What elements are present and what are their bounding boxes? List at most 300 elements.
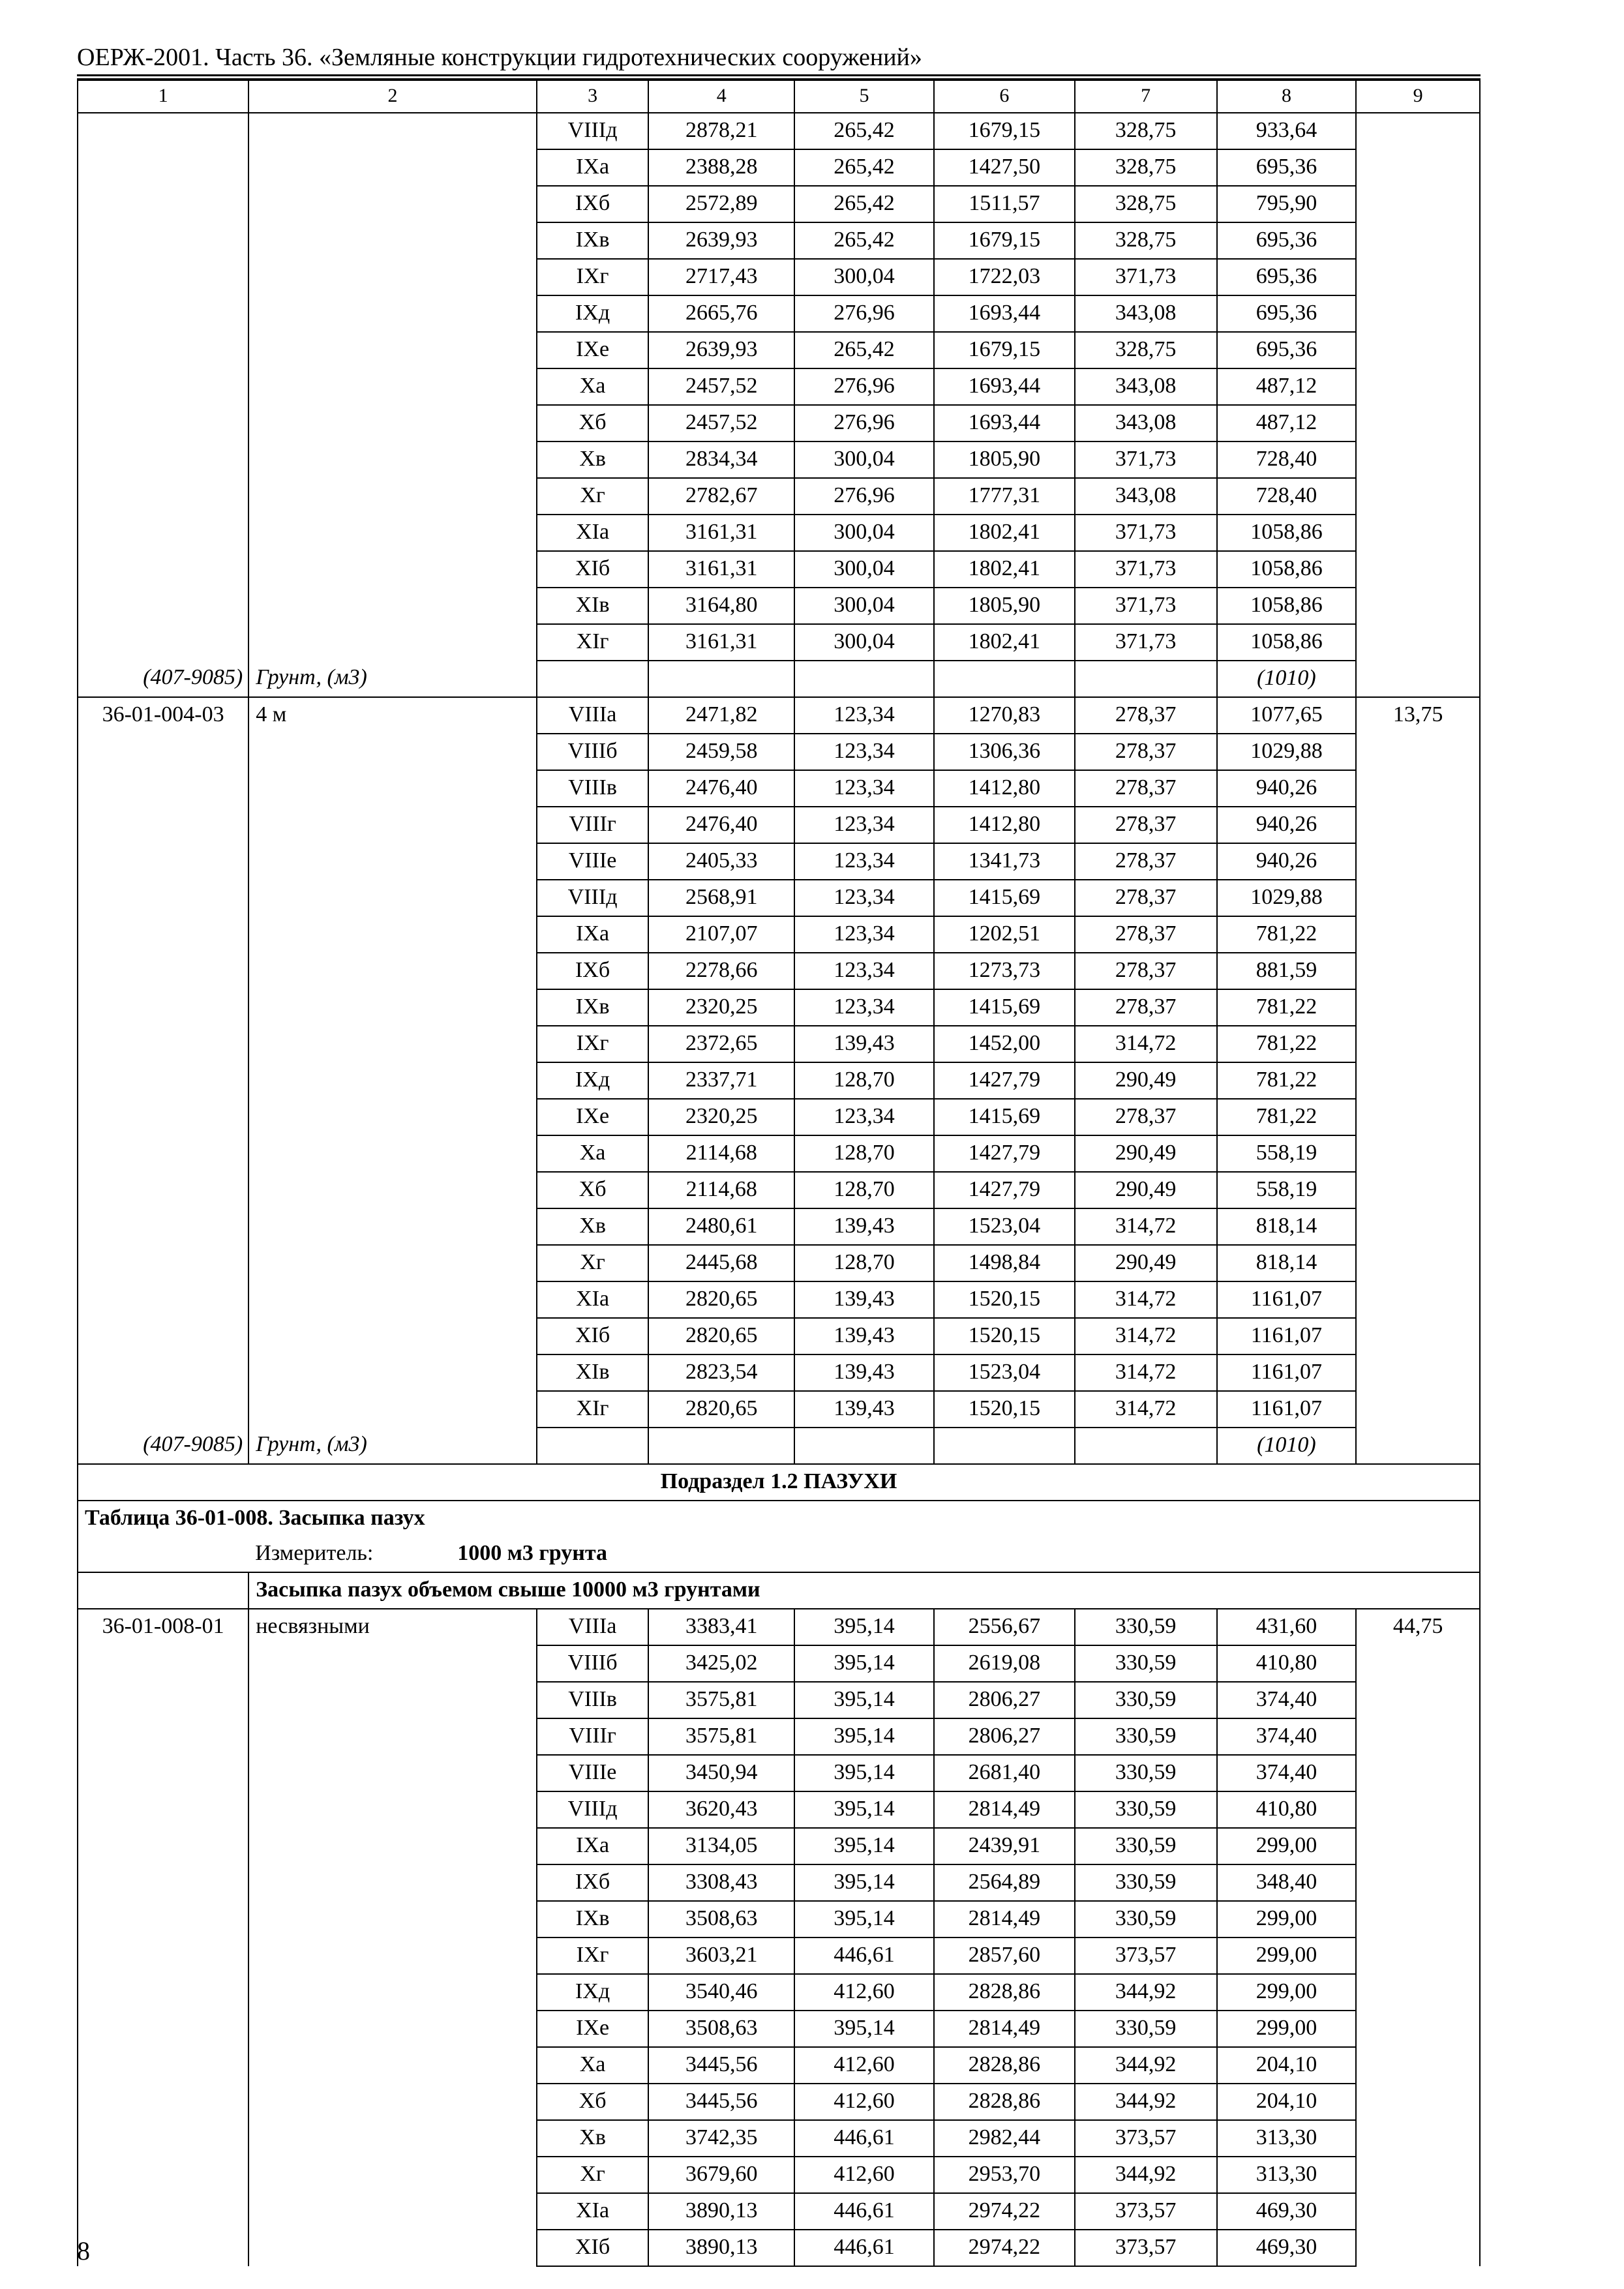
value-cell: 328,75 bbox=[1075, 186, 1217, 222]
table-row bbox=[78, 1718, 1480, 1755]
empty-cell bbox=[248, 1135, 537, 1172]
resource-code: (407-9085) bbox=[78, 661, 248, 697]
value-cell: 1523,04 bbox=[934, 1354, 1075, 1391]
value-cell: 2107,07 bbox=[648, 916, 794, 953]
value-cell: 2828,86 bbox=[934, 2047, 1075, 2084]
table-row bbox=[78, 1645, 1480, 1682]
empty-cell bbox=[1356, 1791, 1480, 1828]
value-cell: 1802,41 bbox=[934, 515, 1075, 551]
value-cell: 2476,40 bbox=[648, 770, 794, 807]
region-cell: Xа bbox=[537, 1135, 648, 1172]
value-cell: 204,10 bbox=[1217, 2047, 1357, 2084]
table-row bbox=[78, 2157, 1480, 2193]
empty-cell bbox=[1356, 1645, 1480, 1682]
value-cell: 728,40 bbox=[1217, 441, 1357, 478]
empty-cell bbox=[78, 734, 248, 770]
empty-cell bbox=[248, 1026, 537, 1062]
value-cell: 1161,07 bbox=[1217, 1281, 1357, 1318]
value-cell: 412,60 bbox=[794, 1974, 934, 2011]
value-cell: 290,49 bbox=[1075, 1172, 1217, 1208]
value-cell: 2572,89 bbox=[648, 186, 794, 222]
value-cell: 2388,28 bbox=[648, 149, 794, 186]
region-cell: VIIIв bbox=[537, 1682, 648, 1718]
empty-cell bbox=[1356, 1755, 1480, 1791]
value-cell: 2782,67 bbox=[648, 478, 794, 515]
empty-cell bbox=[78, 880, 248, 916]
region-cell: VIIIе bbox=[537, 1755, 648, 1791]
value-cell: 313,30 bbox=[1217, 2157, 1357, 2193]
value-cell: 412,60 bbox=[794, 2157, 934, 2193]
empty-cell bbox=[1356, 368, 1480, 405]
empty-cell bbox=[248, 2011, 537, 2047]
column-number: 7 bbox=[1075, 80, 1217, 113]
value-cell: 2681,40 bbox=[934, 1755, 1075, 1791]
region-cell: XIв bbox=[537, 588, 648, 624]
price-table bbox=[77, 80, 1481, 2267]
table-row bbox=[78, 1354, 1480, 1391]
value-cell: 1058,86 bbox=[1217, 515, 1357, 551]
value-cell: 2471,82 bbox=[648, 697, 794, 734]
value-cell: 1693,44 bbox=[934, 295, 1075, 332]
value-cell: 2459,58 bbox=[648, 734, 794, 770]
value-cell: 290,49 bbox=[1075, 1135, 1217, 1172]
region-cell: VIIIа bbox=[537, 697, 648, 734]
table-row bbox=[78, 1682, 1480, 1718]
empty-cell bbox=[78, 149, 248, 186]
value-cell: 2974,22 bbox=[934, 2193, 1075, 2230]
empty-cell bbox=[248, 843, 537, 880]
empty-cell bbox=[1356, 661, 1480, 697]
column-number: 1 bbox=[78, 80, 248, 113]
value-cell: 728,40 bbox=[1217, 478, 1357, 515]
table-title: Таблица 36-01-008. Засыпка пазух bbox=[78, 1501, 1480, 1536]
empty-cell bbox=[1356, 405, 1480, 441]
empty-cell bbox=[78, 186, 248, 222]
table-row bbox=[78, 770, 1480, 807]
value-cell: 299,00 bbox=[1217, 1828, 1357, 1864]
empty-cell bbox=[248, 1208, 537, 1245]
resource-qty: (1010) bbox=[1217, 1428, 1357, 1464]
value-cell: 2439,91 bbox=[934, 1828, 1075, 1864]
value-cell: 290,49 bbox=[1075, 1245, 1217, 1281]
empty-cell bbox=[248, 2157, 537, 2193]
empty-cell bbox=[78, 1099, 248, 1135]
value-cell: 412,60 bbox=[794, 2084, 934, 2120]
value-cell: 3575,81 bbox=[648, 1682, 794, 1718]
empty-cell bbox=[248, 624, 537, 661]
value-cell: 299,00 bbox=[1217, 1937, 1357, 1974]
empty-cell bbox=[248, 113, 537, 149]
value-cell: 373,57 bbox=[1075, 1937, 1217, 1974]
empty-cell bbox=[1356, 1391, 1480, 1428]
table-row bbox=[78, 807, 1480, 843]
table-row bbox=[78, 113, 1480, 149]
value-cell: 2619,08 bbox=[934, 1645, 1075, 1682]
region-cell: XIа bbox=[537, 515, 648, 551]
value-cell: 3161,31 bbox=[648, 551, 794, 588]
empty-cell bbox=[78, 1281, 248, 1318]
region-cell: VIIIг bbox=[537, 1718, 648, 1755]
region-cell: Xг bbox=[537, 1245, 648, 1281]
value-cell: 278,37 bbox=[1075, 953, 1217, 989]
value-cell: 299,00 bbox=[1217, 1901, 1357, 1937]
rate-code: 36-01-008-01 bbox=[78, 1609, 248, 1645]
empty-cell bbox=[248, 1062, 537, 1099]
region-cell: IXа bbox=[537, 1828, 648, 1864]
empty-cell bbox=[1356, 1828, 1480, 1864]
value-cell: 313,30 bbox=[1217, 2120, 1357, 2157]
table-row bbox=[78, 1281, 1480, 1318]
region-cell: Xа bbox=[537, 2047, 648, 2084]
empty-cell bbox=[248, 515, 537, 551]
value-cell: 3425,02 bbox=[648, 1645, 794, 1682]
value-cell: 2639,93 bbox=[648, 222, 794, 259]
empty-cell bbox=[78, 953, 248, 989]
empty-cell bbox=[1356, 1901, 1480, 1937]
empty-cell bbox=[78, 1354, 248, 1391]
value-cell: 1202,51 bbox=[934, 916, 1075, 953]
value-cell: 328,75 bbox=[1075, 149, 1217, 186]
empty-cell bbox=[78, 2120, 248, 2157]
value-cell: 1412,80 bbox=[934, 807, 1075, 843]
resource-name: Грунт, (м3) bbox=[248, 661, 537, 697]
table-row bbox=[78, 1828, 1480, 1864]
empty-cell bbox=[1356, 295, 1480, 332]
region-cell: Xа bbox=[537, 368, 648, 405]
empty-cell bbox=[78, 1791, 248, 1828]
empty-cell bbox=[1075, 661, 1217, 697]
value-cell: 2823,54 bbox=[648, 1354, 794, 1391]
value-cell: 371,73 bbox=[1075, 551, 1217, 588]
resource-code: (407-9085) bbox=[78, 1428, 248, 1464]
value-cell: 1523,04 bbox=[934, 1208, 1075, 1245]
empty-cell bbox=[248, 770, 537, 807]
table-row bbox=[78, 259, 1480, 295]
empty-cell bbox=[248, 1391, 537, 1428]
value-cell: 1511,57 bbox=[934, 186, 1075, 222]
value-cell: 373,57 bbox=[1075, 2230, 1217, 2266]
empty-cell bbox=[1356, 1099, 1480, 1135]
value-cell: 276,96 bbox=[794, 368, 934, 405]
region-cell: Xб bbox=[537, 405, 648, 441]
empty-cell bbox=[78, 624, 248, 661]
empty-cell bbox=[1356, 770, 1480, 807]
value-cell: 128,70 bbox=[794, 1172, 934, 1208]
value-cell: 3620,43 bbox=[648, 1791, 794, 1828]
empty-cell bbox=[1356, 441, 1480, 478]
value-cell: 371,73 bbox=[1075, 441, 1217, 478]
region-cell: VIIIб bbox=[537, 1645, 648, 1682]
empty-cell bbox=[934, 1428, 1075, 1464]
value-cell: 2457,52 bbox=[648, 368, 794, 405]
value-cell: 374,40 bbox=[1217, 1718, 1357, 1755]
empty-cell bbox=[78, 1864, 248, 1901]
empty-cell bbox=[1356, 843, 1480, 880]
header-rule bbox=[77, 74, 1481, 76]
empty-cell bbox=[78, 515, 248, 551]
value-cell: 371,73 bbox=[1075, 259, 1217, 295]
value-cell: 395,14 bbox=[794, 1718, 934, 1755]
value-cell: 328,75 bbox=[1075, 113, 1217, 149]
empty-cell bbox=[1356, 2084, 1480, 2120]
table-row bbox=[78, 1062, 1480, 1099]
empty-cell bbox=[78, 332, 248, 368]
empty-cell bbox=[78, 1208, 248, 1245]
region-cell: VIIIе bbox=[537, 843, 648, 880]
region-cell: IXг bbox=[537, 259, 648, 295]
empty-cell bbox=[648, 661, 794, 697]
value-cell: 2457,52 bbox=[648, 405, 794, 441]
region-cell: IXд bbox=[537, 295, 648, 332]
table-row bbox=[78, 441, 1480, 478]
empty-cell bbox=[78, 551, 248, 588]
value-cell: 123,34 bbox=[794, 843, 934, 880]
value-cell: 2320,25 bbox=[648, 1099, 794, 1135]
empty-cell bbox=[78, 1828, 248, 1864]
value-cell: 373,57 bbox=[1075, 2120, 1217, 2157]
region-cell: XIв bbox=[537, 1354, 648, 1391]
value-cell: 300,04 bbox=[794, 515, 934, 551]
value-cell: 395,14 bbox=[794, 1682, 934, 1718]
page-header: ОЕРЖ-2001. Часть 36. «Земляные конструкции гидротехнических сооружений» bbox=[77, 44, 922, 71]
value-cell: 1722,03 bbox=[934, 259, 1075, 295]
value-cell: 695,36 bbox=[1217, 295, 1357, 332]
empty-cell bbox=[1356, 1937, 1480, 1974]
table-row bbox=[78, 405, 1480, 441]
empty-cell bbox=[78, 1572, 248, 1609]
empty-cell bbox=[1356, 478, 1480, 515]
empty-cell bbox=[1356, 186, 1480, 222]
region-cell: VIIIд bbox=[537, 113, 648, 149]
empty-cell bbox=[248, 332, 537, 368]
table-row bbox=[78, 989, 1480, 1026]
value-cell: 314,72 bbox=[1075, 1391, 1217, 1428]
table-row bbox=[78, 222, 1480, 259]
empty-cell bbox=[248, 588, 537, 624]
value-cell: 343,08 bbox=[1075, 478, 1217, 515]
empty-cell bbox=[1356, 989, 1480, 1026]
region-cell: IXв bbox=[537, 222, 648, 259]
region-cell: IXд bbox=[537, 1974, 648, 2011]
empty-cell bbox=[1356, 2193, 1480, 2230]
value-cell: 2806,27 bbox=[934, 1682, 1075, 1718]
empty-cell bbox=[248, 916, 537, 953]
table-row bbox=[78, 149, 1480, 186]
empty-cell bbox=[1356, 2230, 1480, 2266]
value-cell: 940,26 bbox=[1217, 807, 1357, 843]
empty-cell bbox=[78, 1391, 248, 1428]
value-cell: 371,73 bbox=[1075, 624, 1217, 661]
empty-cell bbox=[78, 843, 248, 880]
value-cell: 1693,44 bbox=[934, 405, 1075, 441]
value-cell: 1029,88 bbox=[1217, 734, 1357, 770]
value-cell: 343,08 bbox=[1075, 405, 1217, 441]
empty-cell bbox=[1356, 1172, 1480, 1208]
column-number: 2 bbox=[248, 80, 537, 113]
empty-cell bbox=[1356, 916, 1480, 953]
value-cell: 123,34 bbox=[794, 989, 934, 1026]
value-cell: 469,30 bbox=[1217, 2193, 1357, 2230]
value-cell: 395,14 bbox=[794, 1791, 934, 1828]
empty-cell bbox=[1356, 2120, 1480, 2157]
value-cell: 3890,13 bbox=[648, 2230, 794, 2266]
group-title: Засыпка пазух объемом свыше 10000 м3 грунтами bbox=[248, 1572, 1480, 1609]
empty-cell bbox=[78, 1026, 248, 1062]
column-number: 3 bbox=[537, 80, 648, 113]
value-cell: 139,43 bbox=[794, 1026, 934, 1062]
value-cell: 2564,89 bbox=[934, 1864, 1075, 1901]
value-cell: 2278,66 bbox=[648, 953, 794, 989]
value-cell: 818,14 bbox=[1217, 1245, 1357, 1281]
value-cell: 330,59 bbox=[1075, 2011, 1217, 2047]
empty-cell bbox=[794, 661, 934, 697]
value-cell: 487,12 bbox=[1217, 405, 1357, 441]
region-cell: IXа bbox=[537, 149, 648, 186]
region-cell: IXе bbox=[537, 2011, 648, 2047]
value-cell: 330,59 bbox=[1075, 1755, 1217, 1791]
table-row bbox=[78, 624, 1480, 661]
value-cell: 1161,07 bbox=[1217, 1318, 1357, 1354]
value-cell: 3603,21 bbox=[648, 1937, 794, 1974]
empty-cell bbox=[1356, 1062, 1480, 1099]
table-row bbox=[78, 1208, 1480, 1245]
value-cell: 374,40 bbox=[1217, 1682, 1357, 1718]
empty-cell bbox=[1356, 2157, 1480, 2193]
value-cell: 1415,69 bbox=[934, 880, 1075, 916]
region-cell: Xв bbox=[537, 1208, 648, 1245]
empty-cell bbox=[248, 1354, 537, 1391]
value-cell: 933,64 bbox=[1217, 113, 1357, 149]
table-row bbox=[78, 478, 1480, 515]
value-cell: 2114,68 bbox=[648, 1172, 794, 1208]
value-cell: 2974,22 bbox=[934, 2230, 1075, 2266]
value-cell: 139,43 bbox=[794, 1354, 934, 1391]
subsection-title: Подраздел 1.2 ПАЗУХИ bbox=[78, 1464, 1480, 1501]
value-cell: 1427,79 bbox=[934, 1062, 1075, 1099]
table-row bbox=[78, 1172, 1480, 1208]
region-cell: XIб bbox=[537, 1318, 648, 1354]
value-cell: 278,37 bbox=[1075, 989, 1217, 1026]
value-cell: 2320,25 bbox=[648, 989, 794, 1026]
value-cell: 1427,79 bbox=[934, 1172, 1075, 1208]
empty-cell bbox=[248, 807, 537, 843]
empty-cell bbox=[248, 222, 537, 259]
empty-cell bbox=[78, 1172, 248, 1208]
region-cell: IXб bbox=[537, 186, 648, 222]
table-row bbox=[78, 1755, 1480, 1791]
value-cell: 1029,88 bbox=[1217, 880, 1357, 916]
value-cell: 299,00 bbox=[1217, 1974, 1357, 2011]
value-cell: 395,14 bbox=[794, 1645, 934, 1682]
value-cell: 3890,13 bbox=[648, 2193, 794, 2230]
value-cell: 265,42 bbox=[794, 186, 934, 222]
value-cell: 348,40 bbox=[1217, 1864, 1357, 1901]
table-row bbox=[78, 1864, 1480, 1901]
value-cell: 278,37 bbox=[1075, 734, 1217, 770]
value-cell: 278,37 bbox=[1075, 843, 1217, 880]
value-cell: 139,43 bbox=[794, 1391, 934, 1428]
column-number: 6 bbox=[934, 80, 1075, 113]
empty-cell bbox=[78, 1245, 248, 1281]
value-cell: 276,96 bbox=[794, 405, 934, 441]
region-cell: IXб bbox=[537, 953, 648, 989]
value-cell: 1693,44 bbox=[934, 368, 1075, 405]
region-cell: Xв bbox=[537, 441, 648, 478]
value-cell: 314,72 bbox=[1075, 1318, 1217, 1354]
region-cell: IXг bbox=[537, 1026, 648, 1062]
value-cell: 1802,41 bbox=[934, 551, 1075, 588]
region-cell: Xг bbox=[537, 2157, 648, 2193]
region-cell: Xб bbox=[537, 1172, 648, 1208]
empty-cell bbox=[78, 1718, 248, 1755]
empty-cell bbox=[1356, 1281, 1480, 1318]
value-cell: 2814,49 bbox=[934, 1901, 1075, 1937]
region-cell: XIа bbox=[537, 1281, 648, 1318]
value-cell: 2372,65 bbox=[648, 1026, 794, 1062]
empty-cell bbox=[537, 1428, 648, 1464]
table-row bbox=[78, 697, 1480, 734]
value-cell: 276,96 bbox=[794, 295, 934, 332]
value-cell: 2114,68 bbox=[648, 1135, 794, 1172]
value-cell: 139,43 bbox=[794, 1281, 934, 1318]
value-cell: 3445,56 bbox=[648, 2047, 794, 2084]
empty-cell bbox=[78, 1974, 248, 2011]
value-cell: 1805,90 bbox=[934, 588, 1075, 624]
resource-row bbox=[78, 661, 1480, 697]
value-cell: 695,36 bbox=[1217, 332, 1357, 368]
value-cell: 2982,44 bbox=[934, 2120, 1075, 2157]
value-cell: 278,37 bbox=[1075, 697, 1217, 734]
region-cell: IXе bbox=[537, 1099, 648, 1135]
region-cell: XIг bbox=[537, 1391, 648, 1428]
value-cell: 1412,80 bbox=[934, 770, 1075, 807]
table-row bbox=[78, 734, 1480, 770]
value-cell: 2878,21 bbox=[648, 113, 794, 149]
empty-cell bbox=[1356, 2011, 1480, 2047]
resource-row bbox=[78, 1428, 1480, 1464]
empty-cell bbox=[248, 1864, 537, 1901]
value-cell: 123,34 bbox=[794, 880, 934, 916]
value-cell: 1679,15 bbox=[934, 332, 1075, 368]
empty-cell bbox=[78, 295, 248, 332]
value-cell: 446,61 bbox=[794, 2120, 934, 2157]
value-cell: 314,72 bbox=[1075, 1281, 1217, 1318]
value-cell: 300,04 bbox=[794, 259, 934, 295]
empty-cell bbox=[78, 1937, 248, 1974]
rate-code: 36-01-004-03 bbox=[78, 697, 248, 734]
empty-cell bbox=[78, 405, 248, 441]
empty-cell bbox=[78, 441, 248, 478]
value-cell: 3575,81 bbox=[648, 1718, 794, 1755]
empty-cell bbox=[78, 1318, 248, 1354]
empty-cell bbox=[248, 2193, 537, 2230]
region-cell: IXд bbox=[537, 1062, 648, 1099]
value-cell: 330,59 bbox=[1075, 1682, 1217, 1718]
column-number: 8 bbox=[1217, 80, 1357, 113]
empty-cell bbox=[78, 1755, 248, 1791]
value-cell: 314,72 bbox=[1075, 1354, 1217, 1391]
labor-cell: 13,75 bbox=[1356, 697, 1480, 734]
value-cell: 2806,27 bbox=[934, 1718, 1075, 1755]
value-cell: 299,00 bbox=[1217, 2011, 1357, 2047]
value-cell: 265,42 bbox=[794, 332, 934, 368]
empty-cell bbox=[78, 807, 248, 843]
value-cell: 2820,65 bbox=[648, 1391, 794, 1428]
value-cell: 469,30 bbox=[1217, 2230, 1357, 2266]
table-row bbox=[78, 1609, 1480, 1645]
meter-cell bbox=[248, 1536, 1480, 1572]
value-cell: 3742,35 bbox=[648, 2120, 794, 2157]
